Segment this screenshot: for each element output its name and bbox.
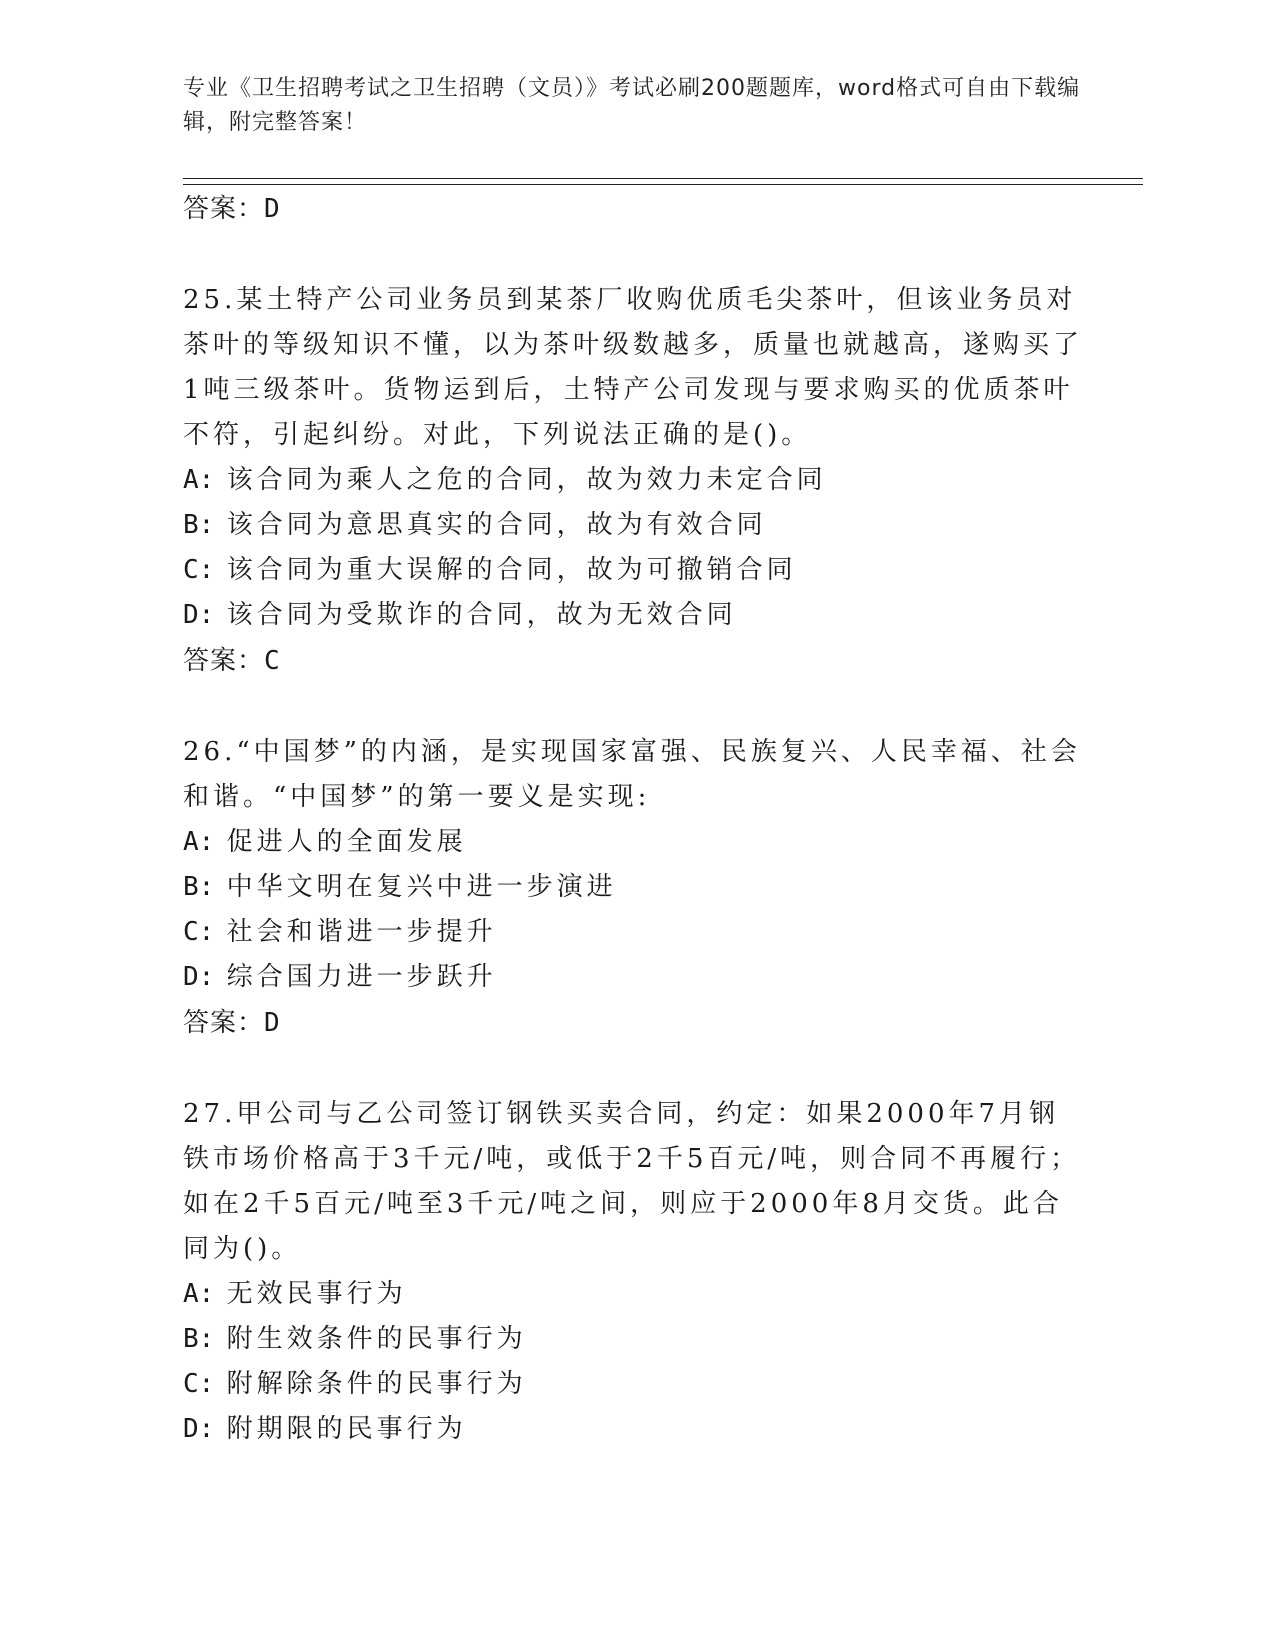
option-d <box>183 1407 1083 1452</box>
question-stem: 26.“中国梦”的内涵，是实现国家富强、民族复兴、人民幸福、社会和谐。“中国梦”的第一要义是实现: <box>183 737 1081 812</box>
option-key: B: <box>183 872 215 902</box>
option-text: 该合同为乘人之危的合同，故为效力未定合同 <box>226 465 827 495</box>
option-key: C: <box>183 555 215 585</box>
question-stem: 25.某土特产公司业务员到某茶厂收购优质毛尖茶叶，但该业务员对茶叶的等级知识不懂，以为茶叶级数越多，质量也就越高，遂购买了1吨三级茶叶。货物运到后，土特产公司发现与要求购买的优质茶叶不符，引起纠纷。对此，下列说法正确的是()。 <box>183 285 1084 450</box>
question-27 <box>183 1092 1083 1452</box>
option-a <box>183 820 1083 865</box>
header-divider-second <box>183 184 1143 185</box>
option-key: A: <box>183 465 215 495</box>
option-key: D: <box>183 1414 215 1444</box>
option-b <box>183 1317 1083 1362</box>
option-text: 附期限的民事行为 <box>226 1414 467 1444</box>
spacer <box>183 684 1083 730</box>
option-a <box>183 458 1083 503</box>
option-key: C: <box>183 1369 215 1399</box>
answer-label: 答案： <box>183 646 265 676</box>
question-answer <box>183 638 1083 684</box>
option-b <box>183 865 1083 910</box>
option-text: 该合同为重大误解的合同，故为可撤销合同 <box>226 555 797 585</box>
question-list <box>183 186 1083 1452</box>
spacer <box>183 232 1083 278</box>
answer-value: D <box>264 1008 281 1038</box>
option-text: 附解除条件的民事行为 <box>226 1369 527 1399</box>
header-divider <box>183 178 1143 179</box>
option-key: D: <box>183 600 215 630</box>
option-key: C: <box>183 917 215 947</box>
option-c <box>183 1362 1083 1407</box>
answer-label: 答案： <box>183 1008 265 1038</box>
option-text: 该合同为受欺诈的合同，故为无效合同 <box>226 600 737 630</box>
option-text: 社会和谐进一步提升 <box>226 917 497 947</box>
option-c <box>183 910 1083 955</box>
option-text: 综合国力进一步跃升 <box>226 962 497 992</box>
previous-answer <box>183 186 1083 232</box>
option-key: D: <box>183 962 215 992</box>
answer-value: D <box>264 194 281 224</box>
option-key: A: <box>183 827 215 857</box>
option-c <box>183 548 1083 593</box>
option-key: A: <box>183 1279 215 1309</box>
question-26 <box>183 730 1083 1046</box>
option-text: 促进人的全面发展 <box>226 827 467 857</box>
option-key: B: <box>183 510 215 540</box>
option-key: B: <box>183 1324 215 1354</box>
question-25 <box>183 278 1083 684</box>
spacer <box>183 1046 1083 1092</box>
answer-value: C <box>264 646 281 676</box>
question-stem: 27.甲公司与乙公司签订钢铁买卖合同，约定：如果2000年7月钢铁市场价格高于3千元/吨，或低于2千5百元/吨，则合同不再履行；如在2千5百元/吨至3千元/吨之间，则应于2000年8月交货。此合同为()。 <box>183 1099 1081 1264</box>
option-text: 附生效条件的民事行为 <box>226 1324 527 1354</box>
option-a <box>183 1272 1083 1317</box>
option-d <box>183 955 1083 1000</box>
option-b <box>183 503 1083 548</box>
option-text: 中华文明在复兴中进一步演进 <box>226 872 617 902</box>
document-header: 专业《卫生招聘考试之卫生招聘（文员）》考试必刷200题题库，word格式可自由下载编辑，附完整答案！ <box>183 76 1081 135</box>
option-d <box>183 593 1083 638</box>
answer-label: 答案： <box>183 194 265 224</box>
option-text: 无效民事行为 <box>226 1279 407 1309</box>
option-text: 该合同为意思真实的合同，故为有效合同 <box>226 510 767 540</box>
question-answer <box>183 1000 1083 1046</box>
